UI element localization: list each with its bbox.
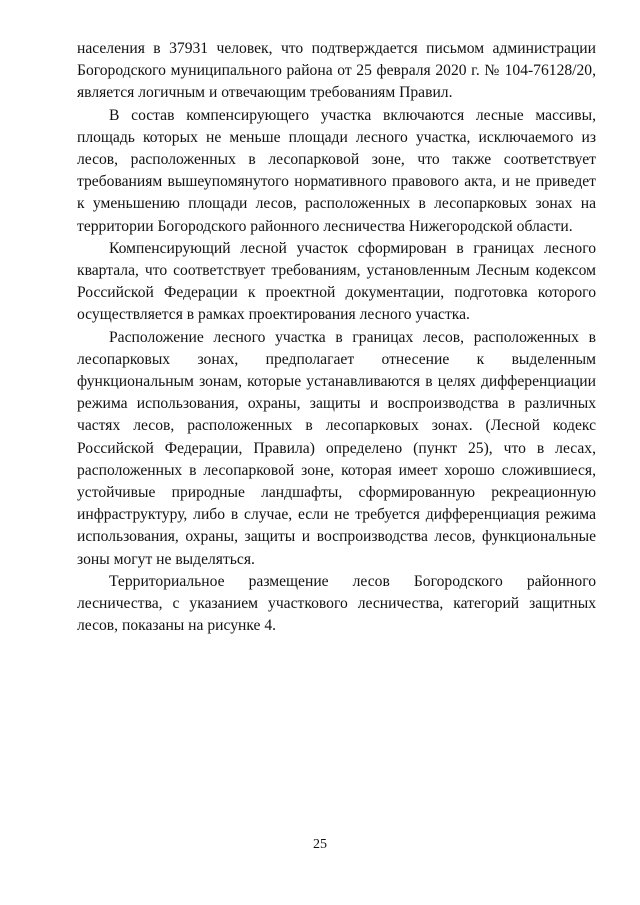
paragraph-compensating-area: В состав компенсирующего участка включаются лесные массивы, площадь которых не меньше площади лесного участка, исключаемого из лесов, расположенных в лесопарковой зоне, что также соответствует требованиям вышеупомянутого нормативного правового акта, и не приведет к уменьшению площади лесов, расположенных в лесопарковых зонах на территории Богородского районного лесничества Нижегородской области. xyxy=(77,106,596,235)
body-text xyxy=(77,38,596,637)
page-number: 25 xyxy=(313,837,327,852)
paragraph-territorial-placement: Территориальное размещение лесов Богородского районного лесничества, с указанием участкового лесничества, категорий защитных лесов, показаны на рисунке 4. xyxy=(77,572,596,635)
paragraph-forest-quarter: Компенсирующий лесной участок сформирован в границах лесного квартала, что соответствует требованиям, установленным Лесным кодексом Российской Федерации к проектной документации, подготовка которого осуществляется в рамках проектирования лесного участка. xyxy=(77,239,596,324)
paragraph-functional-zones: Расположение лесного участка в границах лесов, расположенных в лесопарковых зонах, предполагает отнесение к выделенным функциональным зонам, которые устанавливаются в целях дифференциации режима использования, охраны, защиты и воспроизводства в различных частях лесов, расположенных в лесопарковых зонах. (Лесной кодекс Российской Федерации, Правила) определено (пункт 25), что в лесах, расположенных в лесопарковой зоне, которая имеет хорошо сложившиеся, устойчивые природные ландшафты, сформированную рекреационную инфраструктуру, либо в случае, если не требуется дифференциация режима использования, охраны, защиты и воспроизводства лесов, функциональные зоны могут не выделяться. xyxy=(77,328,596,568)
paragraph-continuation: населения в 37931 человек, что подтверждается письмом администрации Богородского муниципального района от 25 февраля 2020 г. № 104-76128/20, является логичным и отвечающим требованиям Правил. xyxy=(77,40,596,102)
